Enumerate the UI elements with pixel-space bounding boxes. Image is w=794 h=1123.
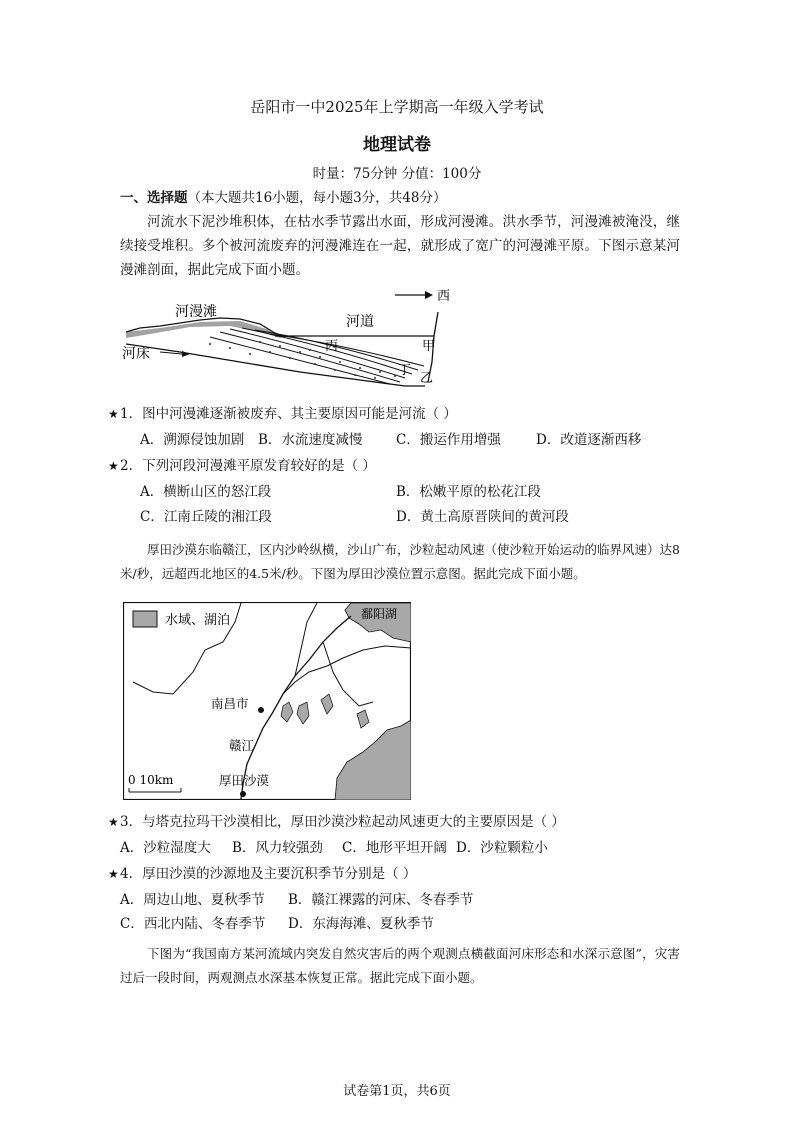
q4-option-b[interactable]: B．赣江裸露的河床、冬春季节 — [288, 892, 474, 908]
direction-label: 西 — [437, 289, 450, 304]
label-bing: 丙 — [325, 339, 339, 354]
label-yi: 乙 — [420, 371, 434, 386]
city-label: 南昌市 — [211, 696, 249, 711]
q1-option-d[interactable]: D．改道逐渐西移 — [536, 432, 642, 448]
floodplain-diagram — [120, 282, 450, 394]
q2-option-a[interactable]: A．横断山区的怒江段 — [140, 484, 272, 500]
question-stem: 1．图中河漫滩逐渐被废弃、其主要原因可能是河流（ ） — [120, 406, 457, 422]
question-2 — [108, 454, 376, 474]
q1-option-a[interactable]: A．溯源侵蚀加剧 — [140, 432, 245, 448]
q1-option-b[interactable]: B．水流速度减慢 — [258, 432, 363, 448]
river-bed-line — [126, 344, 425, 386]
label-floodplain: 河漫滩 — [175, 304, 217, 320]
q4-option-d[interactable]: D．东海海滩、夏秋季节 — [288, 916, 434, 932]
q1-option-c[interactable]: C．搬运作用增强 — [396, 432, 501, 448]
star-icon: ★ — [108, 459, 119, 473]
sediment-top — [126, 321, 285, 338]
passage-desert: 厚田沙漠东临赣江，区内沙岭纵横，沙山广布，沙粒起动风速（使沙粒开始运动的临界风速）达8米/秒，远超西北地区的4.5米/秒。下图为厚田沙漠位置示意图。据此完成下面小题。 — [120, 542, 680, 581]
legend-label: 水域、湖泊 — [165, 613, 231, 628]
q4-option-a[interactable]: A．周边山地、夏秋季节 — [120, 892, 265, 908]
desert-label: 厚田沙漠 — [219, 773, 270, 788]
section-title: 一、选择题 — [120, 190, 188, 206]
q3-option-c[interactable]: C．地形平坦开阔 — [342, 840, 447, 856]
q3-option-d[interactable]: D．沙粒颗粒小 — [456, 840, 548, 856]
section-note: （本大题共16小题，每小题3分，共48分） — [187, 190, 447, 206]
question-4 — [108, 862, 416, 882]
question-1 — [108, 402, 457, 422]
star-icon: ★ — [108, 815, 119, 829]
exam-title: 岳阳市一中2025年上学期高一年级入学考试 — [250, 98, 544, 116]
q3-option-b[interactable]: B．风力较强劲 — [232, 840, 323, 856]
desert-location-map — [123, 602, 411, 800]
q4-option-c[interactable]: C．西北内陆、冬春季节 — [120, 916, 266, 932]
direction-arrow-head — [425, 291, 433, 299]
question-3 — [108, 810, 565, 830]
question-stem: 3．与塔克拉玛干沙漠相比，厚田沙漠沙粒起动风速更大的主要原因是（ ） — [120, 814, 565, 830]
label-riverbed: 河床 — [122, 346, 150, 362]
lake-label: 鄱阳湖 — [361, 607, 398, 621]
nanchang-dot — [258, 707, 264, 713]
river-label: 赣江 — [229, 738, 255, 753]
page-footer: 试卷第1页，共6页 — [343, 1084, 451, 1099]
scale-label: 0 10km — [128, 773, 174, 787]
bed-arrow-head — [182, 351, 190, 357]
star-icon: ★ — [108, 407, 119, 421]
q2-option-c[interactable]: C．江南丘陵的湘江段 — [140, 509, 272, 525]
label-jia: 甲 — [422, 339, 436, 354]
q3-option-a[interactable]: A．沙粒湿度大 — [120, 840, 211, 856]
label-ding: 丁 — [398, 363, 412, 378]
passage-floodplain: 河流水下泥沙堆积体，在枯水季节露出水面，形成河漫滩。洪水季节，河漫滩被淹没，继续接受堆积。多个被河流废弃的河漫滩连在一起，就形成了宽广的河漫滩平原。下图示意某河漫滩剖面，据此完成下面小题。 — [120, 214, 680, 278]
houtian-dot — [240, 791, 246, 797]
section-heading — [120, 186, 446, 206]
legend-swatch — [133, 611, 157, 627]
time-score-info: 时量：75分钟 分值：100分 — [312, 166, 482, 182]
q2-option-b[interactable]: B．松嫩平原的松花江段 — [396, 484, 541, 500]
question-stem: 4．厚田沙漠的沙源地及主要沉积季节分别是（ ） — [120, 866, 417, 882]
passage-disaster: 下图为“我国南方某河流域内突发自然灾害后的两个观测点横截面河床形态和水深示意图”，灾害过后一段时间，两观测点水深基本恢复正常。据此完成下面小题。 — [120, 946, 680, 985]
q2-option-d[interactable]: D．黄土高原晋陕间的黄河段 — [396, 509, 569, 525]
question-stem: 2．下列河段河漫滩平原发育较好的是（ ） — [120, 458, 376, 474]
exam-subject: 地理试卷 — [363, 135, 431, 155]
label-channel: 河道 — [346, 314, 374, 330]
star-icon: ★ — [108, 867, 119, 881]
